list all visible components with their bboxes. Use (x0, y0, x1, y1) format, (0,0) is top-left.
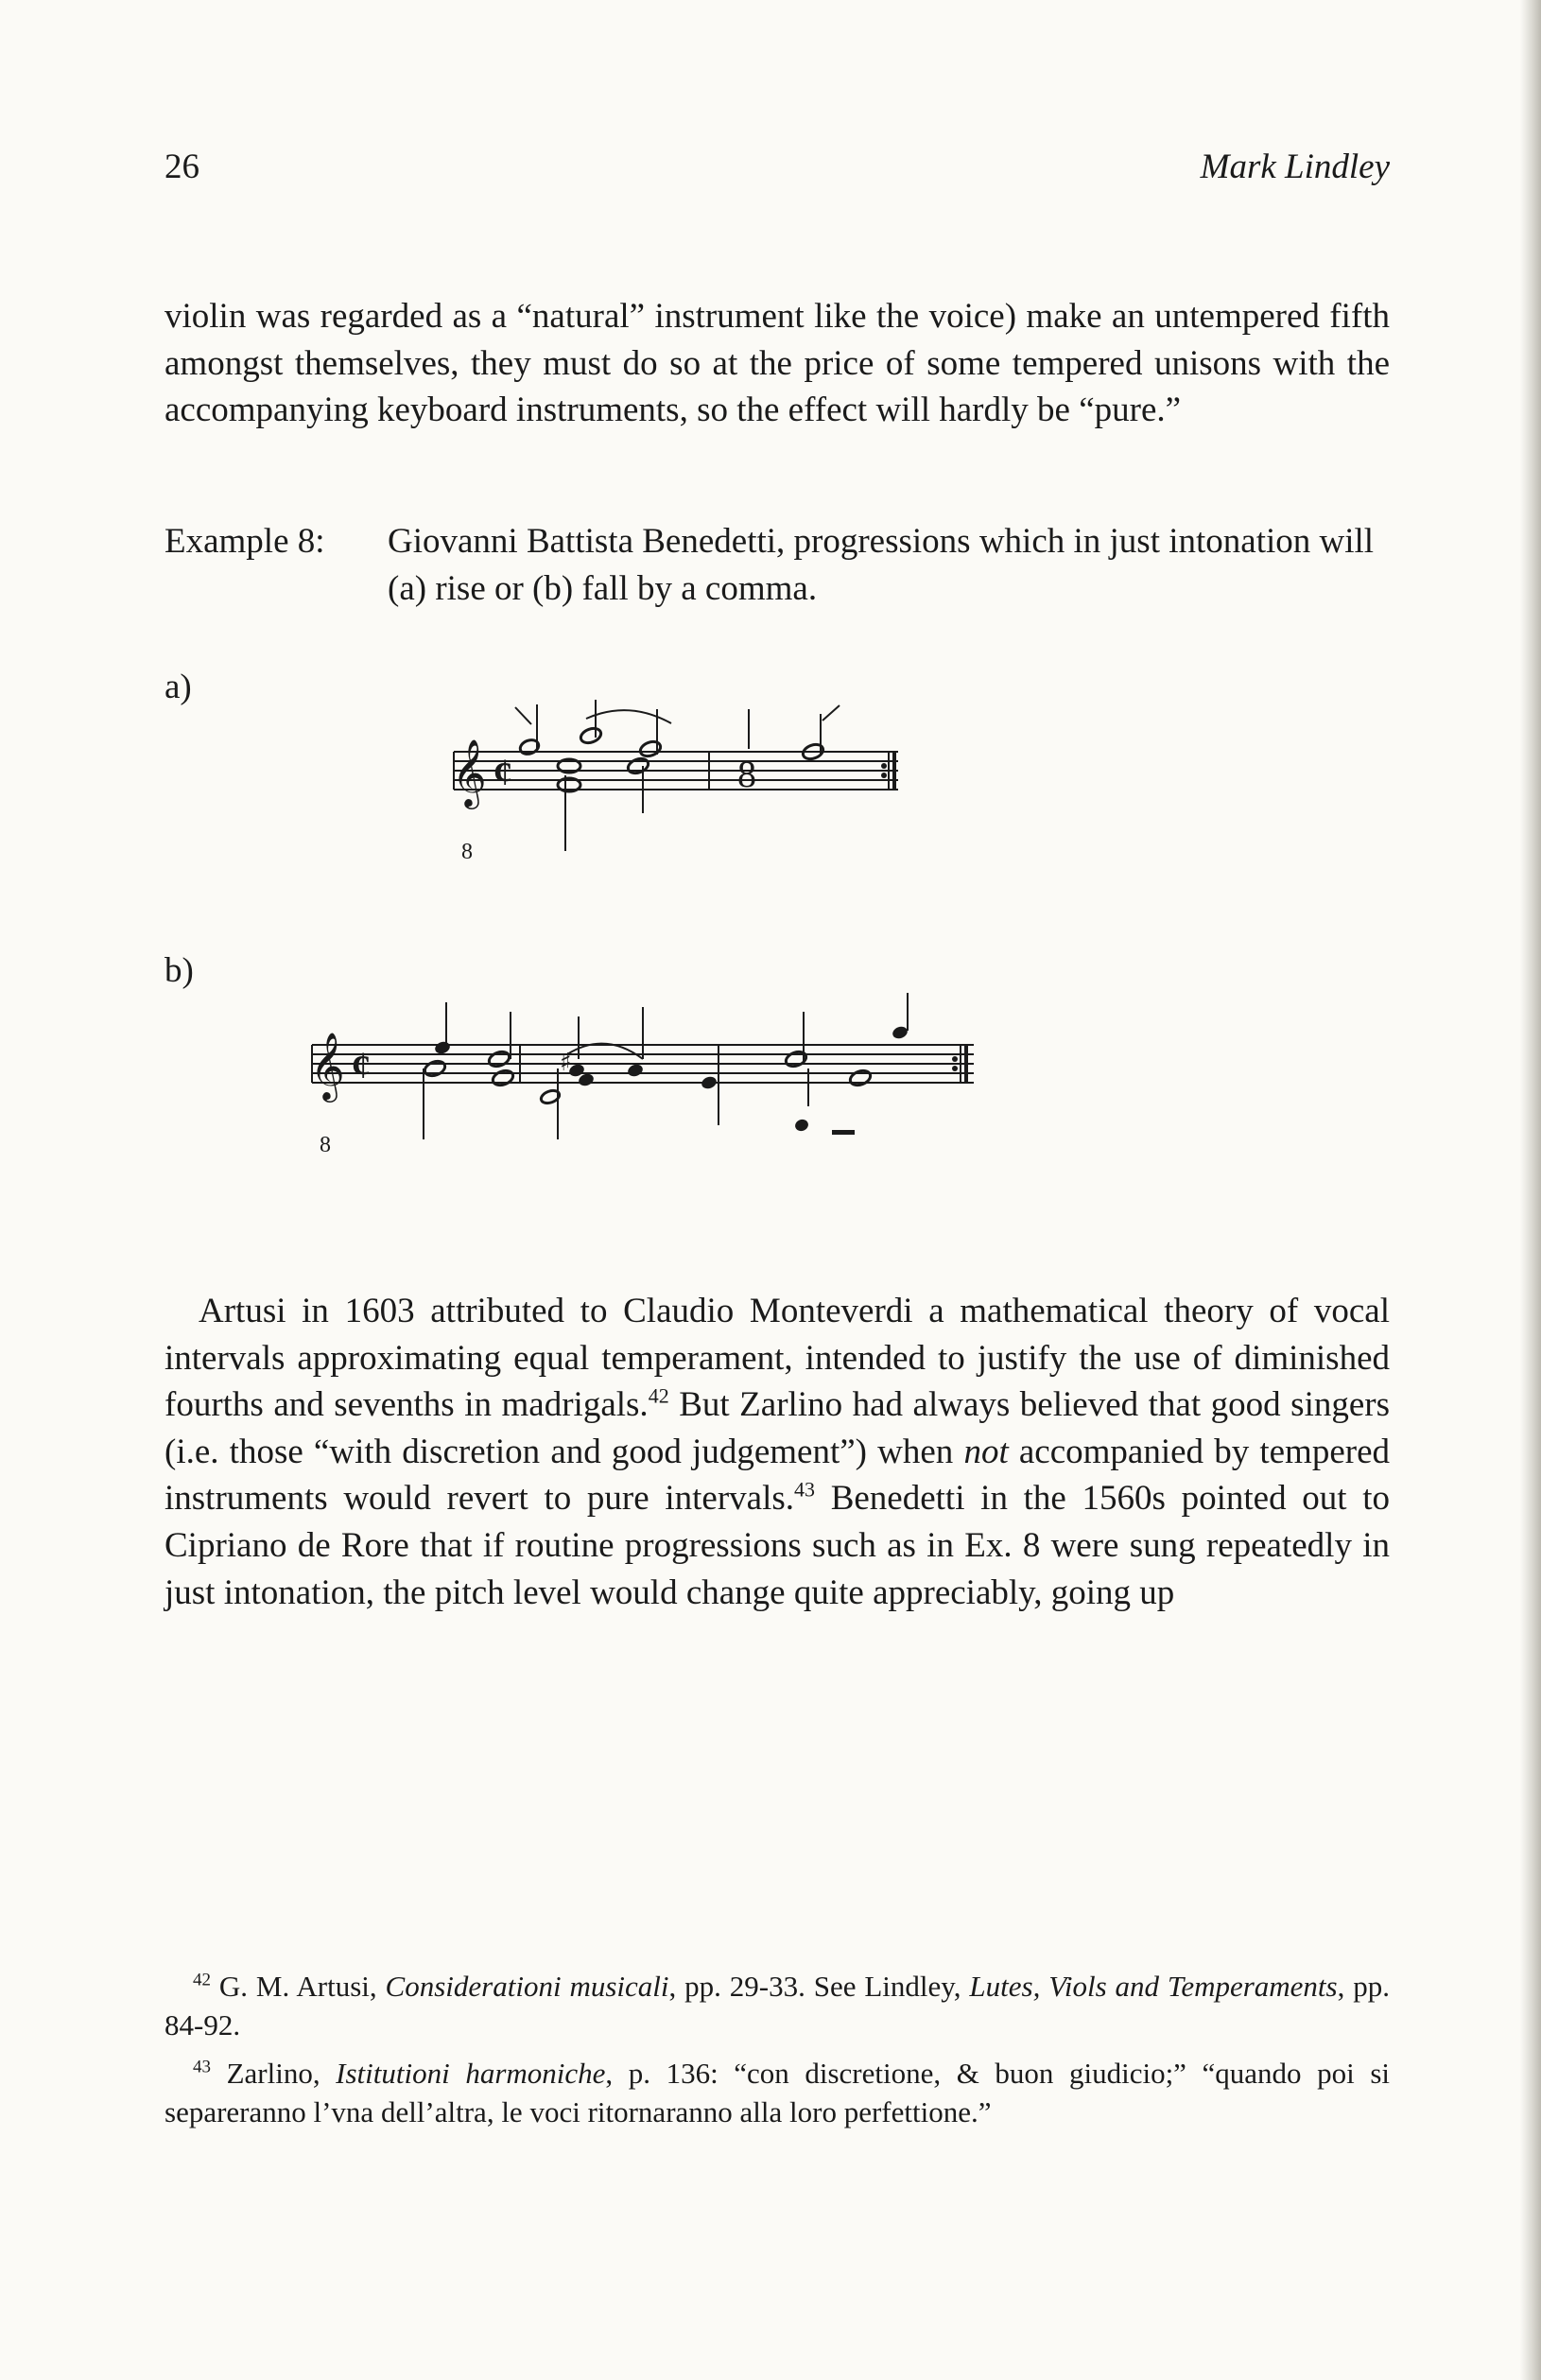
page-number: 26 (164, 148, 199, 186)
paragraph-text-3: accompanied by tempered instruments would revert to pure intervals. (164, 1432, 1390, 1519)
running-head: Mark Lindley (1200, 148, 1390, 186)
paragraph-text-2: But Zarlino had always believed that good singers (i.e. those “with discretion and good judgement”) when (164, 1385, 1390, 1471)
music-example-a (444, 681, 936, 879)
footnote-title: Considerationi musicali (385, 1970, 669, 2003)
footnote-number: 43 (193, 2057, 211, 2077)
paragraph-continued: violin was regarded as a “natural” instrument like the voice) make an untempered fifth amongst themselves, they must do so at the price of some tempered unisons with the accompanying keyboard instruments, so the effect will hardly be “pure.” (164, 297, 1390, 430)
music-example-b (303, 964, 983, 1173)
footnote-text: , pp. 84-92. (164, 1970, 1391, 2041)
example-caption-text: Giovanni Battista Benedetti, progressions which in just intonation will (a) rise or (b) fall by a comma. (388, 522, 1375, 608)
svg-text:𝄞: 𝄞 (452, 738, 487, 807)
paragraph-text-4: Benedetti in the 1560s pointed out to Cipriano de Rore that if routine progressions such as in Ex. 8 were sung repeatedly in just intonation, the pitch level would change quite appreciably, going up (164, 1479, 1390, 1612)
footnote-text: G. M. Artusi, (218, 1970, 386, 2003)
example-a-label: a) (164, 668, 192, 706)
footnote-ref-42: 42 (648, 1383, 669, 1408)
footnote-number: 42 (193, 1970, 211, 1990)
time-signature-a: ¢ (493, 751, 512, 793)
footnote-43 (164, 2054, 1390, 2131)
emphasis-not: not (963, 1432, 1009, 1471)
paragraph-text-1: Artusi in 1603 attributed to Claudio Monteverdi a mathematical theory of vocal intervals approximating equal temperament, intended to justify the use of diminished fourths and sevenths in madrigals. (164, 1292, 1390, 1425)
example-b-label: b) (164, 951, 194, 990)
clef-octave-a: 8 (461, 840, 473, 864)
page-header (164, 147, 1390, 194)
svg-text:𝄞: 𝄞 (310, 1031, 345, 1100)
page-edge-shadow (1520, 0, 1541, 2380)
footnote-title: Istitutioni harmoniche (336, 2057, 606, 2090)
footnote-42 (164, 1967, 1390, 2044)
footnote-ref-43: 43 (794, 1478, 816, 1503)
chord-numeral-a: 8 (737, 753, 756, 795)
footnote-text: Zarlino, (226, 2057, 337, 2090)
footnote-text: , pp. 29-33. See Lindley, (668, 1970, 970, 2003)
time-signature-b: ¢ (352, 1044, 371, 1086)
footnote-title: Lutes, Viols and Temperaments (969, 1970, 1338, 2003)
clef-octave-b: 8 (320, 1133, 331, 1157)
footnote-text: , p. 136: “con discretione, & buon giudicio;” “quando poi si separeranno l’vna dell’altra, le voci ritornaranno alla loro perfettione.” (164, 2057, 1390, 2128)
svg-text:♯: ♯ (560, 1049, 572, 1077)
paragraph-artusi (164, 1288, 1390, 1616)
example-label: Example 8: (164, 522, 325, 561)
